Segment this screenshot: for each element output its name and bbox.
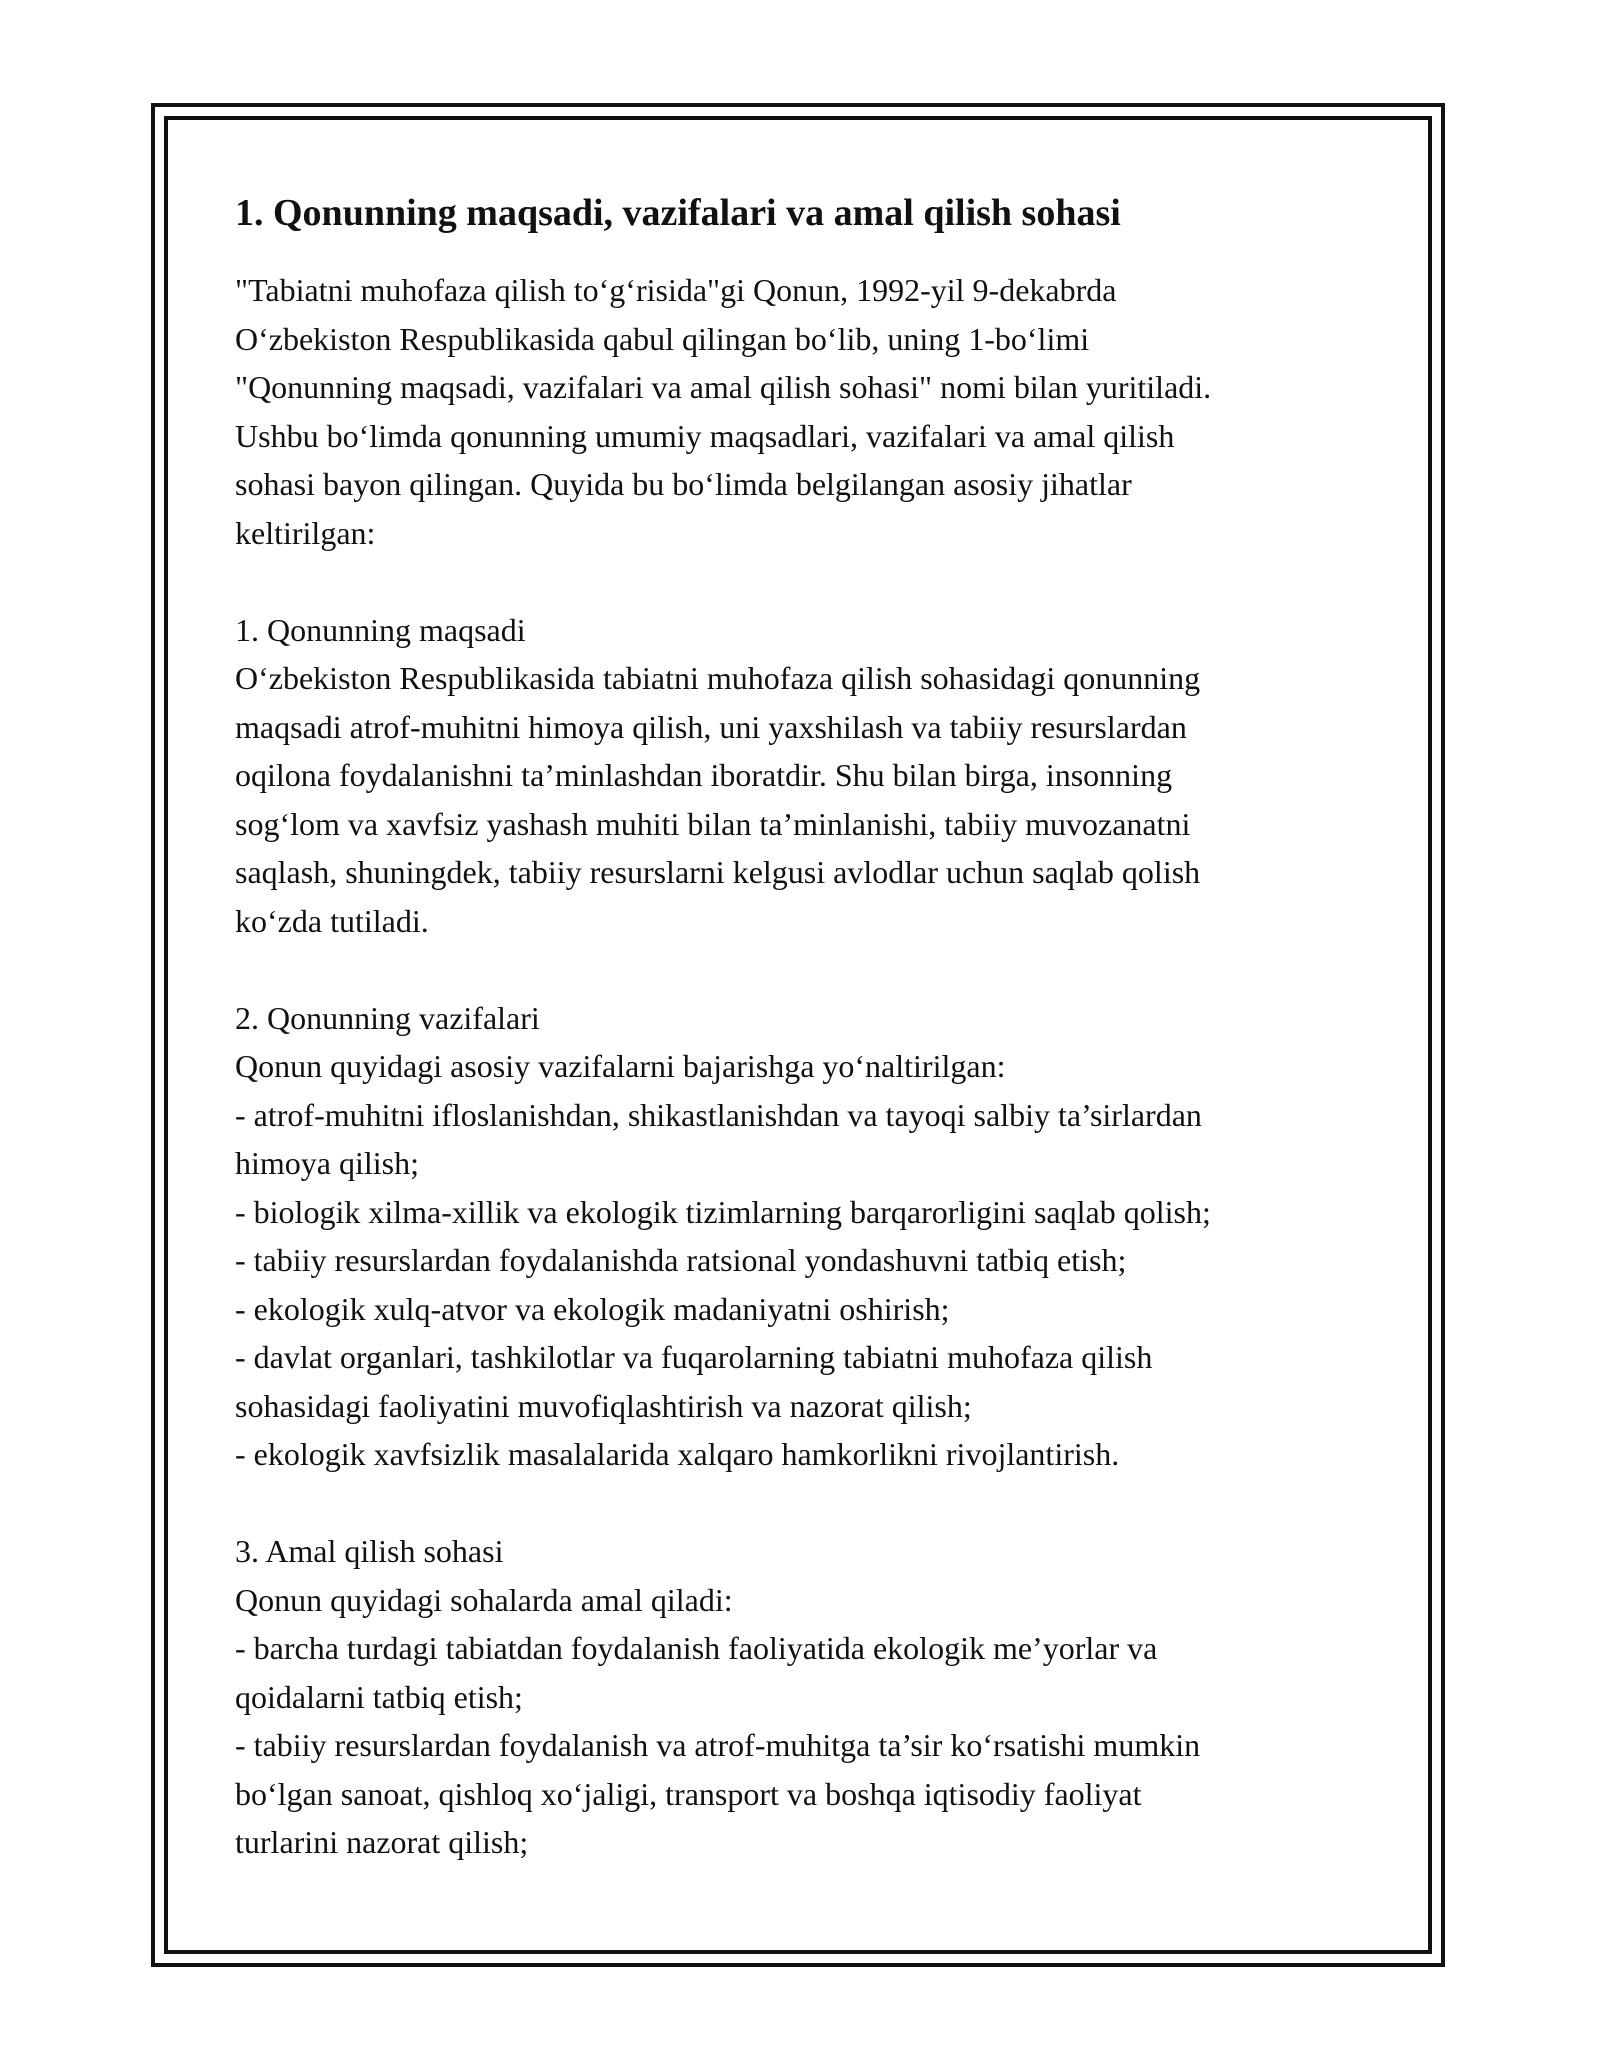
- section-heading: 2. Qonunning vazifalari: [235, 999, 540, 1036]
- list-item: - ekologik xavfsizlik masalalarida xalqaro hamkorlikni rivojlantirish.: [235, 1436, 1120, 1472]
- section-heading: 1. Qonunning maqsadi: [235, 611, 526, 648]
- intro-line: "Qonunning maqsadi, vazifalari va amal qilish sohasi" nomi bilan yuritiladi.: [235, 369, 1212, 405]
- list-item-continuation: bo‘lgan sanoat, qishloq xo‘jaligi, transport va boshqa iqtisodiy faoliyat: [235, 1775, 1142, 1812]
- paragraph-spacer: [235, 945, 1365, 994]
- list-item: - tabiiy resurslardan foydalanishda ratsional yondashuvni tatbiq etish;: [235, 1242, 1127, 1278]
- section-line: maqsadi atrof-muhitni himoya qilish, uni yaxshilash va tabiiy resurslardan: [235, 708, 1187, 745]
- list-item: - biologik xilma-xillik va ekologik tizimlarning barqarorligini saqlab qolish;: [235, 1193, 1211, 1230]
- paragraph-spacer: [235, 1479, 1365, 1528]
- list-item: - barcha turdagi tabiatdan foydalanish faoliyatida ekologik me’yorlar va: [235, 1630, 1158, 1666]
- section-heading: 3. Amal qilish sohasi: [235, 1533, 504, 1569]
- intro-line: sohasi bayon qilingan. Quyida bu bo‘limda belgilangan asosiy jihatlar: [235, 466, 1132, 502]
- list-item: - davlat organlari, tashkilotlar va fuqarolarning tabiatni muhofaza qilish: [235, 1339, 1153, 1375]
- section-purpose: [235, 606, 1365, 946]
- section-line: sog‘lom va xavfsiz yashash muhiti bilan ta’minlanishi, tabiiy muvozanatni: [235, 805, 1191, 842]
- section-tasks: [235, 994, 1365, 1479]
- list-item: - ekologik xulq-atvor va ekologik madaniyatni oshirish;: [235, 1290, 950, 1327]
- intro-paragraph: [235, 266, 1365, 557]
- section-line: Qonun quyidagi sohalarda amal qiladi:: [235, 1581, 733, 1618]
- list-item-continuation: sohasidagi faoliyatini muvofiqlashtirish va nazorat qilish;: [235, 1387, 972, 1424]
- list-item: - tabiiy resurslardan foydalanish va atrof-muhitga ta’sir ko‘rsatishi mumkin: [235, 1727, 1201, 1763]
- intro-line: "Tabiatni muhofaza qilish to‘g‘risida"gi Qonun, 1992-yil 9-dekabrda: [235, 272, 1117, 308]
- intro-line: Ushbu bo‘limda qonunning umumiy maqsadlari, vazifalari va amal qilish: [235, 417, 1175, 454]
- list-item-continuation: himoya qilish;: [235, 1145, 419, 1181]
- document-body: [235, 182, 1365, 1867]
- section-line: Qonun quyidagi asosiy vazifalarni bajarishga yo‘naltirilgan:: [235, 1048, 1006, 1084]
- document-title: 1. Qonunning maqsadi, vazifalari va amal qilish sohasi: [235, 192, 1121, 234]
- list-item-continuation: qoidalarni tatbiq etish;: [235, 1678, 523, 1715]
- section-line: oqilona foydalanishni ta’minlashdan iboratdir. Shu bilan birga, insonning: [235, 757, 1173, 793]
- intro-line: keltirilgan:: [235, 514, 376, 551]
- list-item: - atrof-muhitni ifloslanishdan, shikastlanishdan va tayoqi salbiy ta’sirlardan: [235, 1096, 1202, 1133]
- list-item-continuation: turlarini nazorat qilish;: [235, 1824, 529, 1860]
- paragraph-spacer: [235, 557, 1365, 606]
- section-line: O‘zbekiston Respublikasida tabiatni muhofaza qilish sohasidagi qonunning: [235, 660, 1201, 696]
- section-scope: [235, 1527, 1365, 1867]
- section-line: saqlash, shuningdek, tabiiy resurslarni kelgusi avlodlar uchun saqlab qolish: [235, 854, 1201, 890]
- section-line: ko‘zda tutiladi.: [235, 902, 429, 939]
- intro-line: O‘zbekiston Respublikasida qabul qilingan bo‘lib, uning 1-bo‘limi: [235, 320, 1090, 357]
